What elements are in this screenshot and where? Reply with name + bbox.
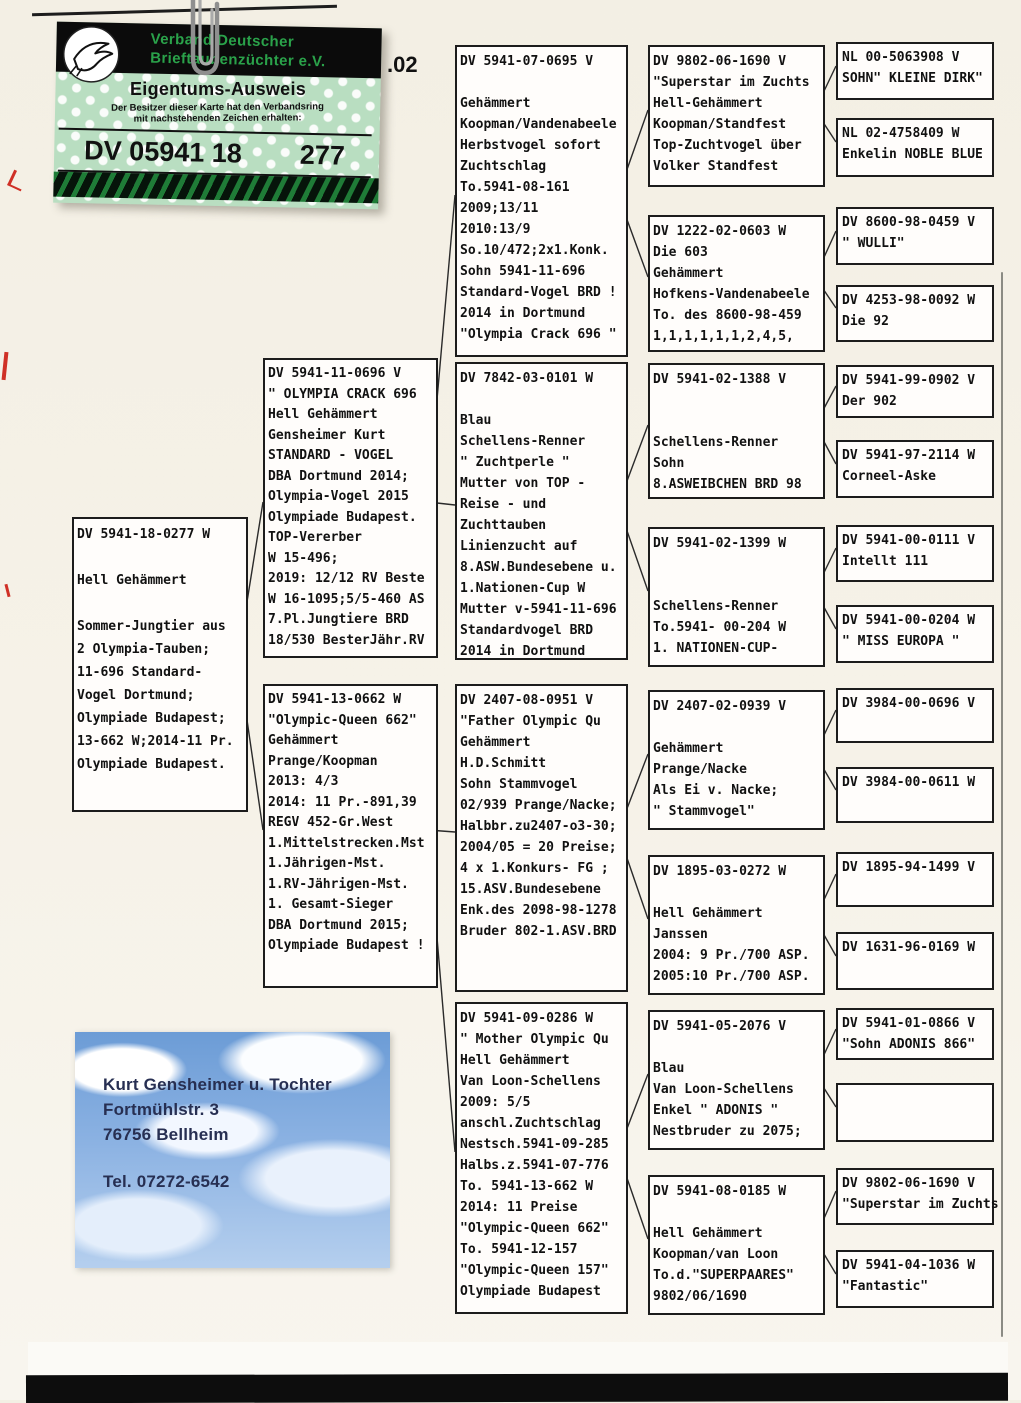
pedigree-text-line: Mutter v-5941-11-696	[460, 602, 617, 617]
pedigree-text-line: Corneel-Aske	[842, 469, 936, 484]
pedigree-text-line: Prange/Koopman	[268, 753, 378, 769]
owner-phone: Tel. 07272-6542	[103, 1172, 230, 1191]
pedigree-box-great-grandparent-2	[648, 215, 825, 352]
pedigree-text-line: Als Ei v. Nacke;	[653, 783, 779, 798]
ring-id: DV 3984-00-0696 V	[842, 696, 976, 711]
pedigree-text-line	[653, 1202, 820, 1223]
pedigree-text-line: To.d."SUPERPAARES"	[653, 1268, 794, 1283]
pedigree-box-gen4-1	[836, 42, 994, 100]
pedigree-text-line: "Olympic-Queen 157"	[460, 1263, 609, 1278]
pedigree-text-line: 1.Mittelstrecken.Mst	[268, 835, 425, 851]
pedigree-box-gen4-16	[836, 1250, 994, 1308]
pedigree-text-line: Prange/Nacke	[653, 762, 747, 777]
pedigree-text-line: Herbstvogel sofort	[460, 138, 601, 153]
pedigree-text-line: To.5941-08-161	[460, 180, 570, 195]
pedigree-text-line: To.5941- 00-204 W	[653, 620, 787, 635]
pedigree-text-line: Nestbruder zu 2075;	[653, 1124, 802, 1139]
ring-id: DV 5941-00-0111 V	[842, 533, 976, 548]
pedigree-text-line: 15.ASV.Bundesebene	[460, 882, 601, 897]
pedigree-text-line: 2009;13/11	[460, 201, 539, 216]
pedigree-box-gen4-3	[836, 207, 994, 265]
pedigree-text-line: 2004: 9 Pr./700 ASP.	[653, 948, 810, 963]
pedigree-text-line: 8.ASW.Bundesebene u.	[460, 560, 617, 575]
pedigree-text-line: 1,1,1,1,1,1,2,4,5,	[653, 329, 794, 344]
pedigree-text-line: 7.Pl.Jungtiere BRD	[268, 612, 409, 627]
pedigree-text-line: TOP-Vererber	[268, 530, 362, 545]
pedigree-text-line	[653, 717, 820, 738]
pedigree-text-line	[653, 882, 820, 903]
ring-id: DV 5941-99-0902 V	[842, 373, 976, 388]
pedigree-text-line: DBA Dortmund 2014;	[268, 468, 409, 484]
pedigree-box-great-grandparent-7	[648, 1010, 825, 1150]
ring-id: DV 5941-05-2076 V	[653, 1019, 787, 1034]
pedigree-text-line: Olympiade Budapest	[460, 1284, 601, 1299]
pedigree-text-line: 2019: 12/12 RV Beste	[268, 571, 425, 586]
pedigree-text-line: 18/530 BesterJähr.RV	[268, 632, 425, 648]
ring-id: DV 5941-97-2114 W	[842, 448, 976, 463]
pedigree-text-line: Standardvogel BRD	[460, 623, 594, 638]
pedigree-text-line: Olympiade Budapest;	[77, 711, 226, 726]
ring-id: DV 5941-13-0662 W	[268, 692, 402, 707]
ring-id: NL 00-5063908 V	[842, 50, 960, 65]
pedigree-text-line: 2014 in Dortmund	[460, 644, 586, 659]
ring-id: DV 9802-06-1690 V	[653, 54, 787, 69]
ring-id: DV 2407-08-0951 V	[460, 693, 594, 708]
pedigree-text-line: " Mother Olympic Qu	[460, 1032, 609, 1047]
pedigree-text-line: Janssen	[653, 927, 708, 942]
pedigree-text-line: Sohn Stammvogel	[460, 777, 578, 792]
pedigree-text-line: Zuchtschlag	[460, 159, 547, 174]
pedigree-box-grandfather-paternal	[455, 45, 628, 357]
pedigree-text-line: Sommer-Jungtier aus	[77, 619, 226, 634]
pedigree-text-line: 2 Olympia-Tauben;	[77, 642, 211, 657]
pedigree-text-line: Van Loon-Schellens	[460, 1074, 601, 1089]
pedigree-text-line: Schellens-Renner	[653, 599, 779, 614]
ring-id: DV 3984-00-0611 W	[842, 775, 976, 790]
pedigree-box-mother	[263, 684, 438, 988]
ring-number-suffix: 277	[299, 139, 346, 171]
pedigree-text-line: SOHN" KLEINE DIRK"	[842, 71, 983, 86]
pedigree-text-line: Intellt 111	[842, 554, 929, 569]
pedigree-text-line: Sohn 5941-11-696	[460, 264, 586, 279]
pedigree-text-line: " WULLI"	[842, 236, 905, 251]
association-name-line2: Brieftaubenzüchter e.V.	[150, 49, 326, 71]
page-number: .02	[387, 52, 418, 77]
pedigree-text-line: Hell Gehämmert	[460, 1053, 570, 1068]
pedigree-box-gen4-2	[836, 118, 994, 177]
card-title: Eigentums-Ausweis	[129, 79, 307, 100]
pedigree-text-line: " OLYMPIA CRACK 696	[268, 386, 417, 402]
pedigree-text-line: Standard-Vogel BRD !	[460, 285, 617, 300]
pedigree-box-great-grandparent-5	[648, 690, 825, 830]
ring-id: DV 5941-00-0204 W	[842, 613, 976, 628]
pedigree-text-line: "Fantastic"	[842, 1279, 929, 1294]
pedigree-text-line: Bruder 802-1.ASV.BRD	[460, 924, 617, 939]
pedigree-text-line: Gehämmert	[460, 735, 531, 750]
pedigree-text-line: 2004/05 = 20 Preise;	[460, 840, 617, 855]
association-name	[150, 30, 326, 72]
pedigree-text-line: Mutter von TOP -	[460, 476, 586, 491]
pedigree-text-line: Die 603	[653, 245, 708, 260]
pedigree-text-line: So.10/472;2x1.Konk.	[460, 243, 609, 258]
pedigree-text-line: Linienzucht auf	[460, 539, 578, 554]
association-name-line1: Verband Deutscher	[150, 30, 295, 51]
ring-id	[842, 1088, 988, 1109]
pedigree-text-line: To. 5941-12-157	[460, 1242, 578, 1257]
pedigree-text-line: 02/939 Prange/Nacke;	[460, 798, 617, 813]
ring-number: DV 05941 18	[83, 134, 243, 169]
ring-id: DV 9802-06-1690 V	[842, 1176, 976, 1191]
pedigree-box-gen4-4	[836, 285, 994, 342]
pedigree-text-line: Enkelin NOBLE BLUE	[842, 147, 983, 162]
pedigree-text-line: "Sohn ADONIS 866"	[842, 1037, 976, 1052]
pedigree-text-line: Hell Gehämmert	[268, 407, 378, 422]
pedigree-box-gen4-14	[836, 1083, 994, 1142]
pedigree-box-gen4-6	[836, 440, 994, 498]
pedigree-box-father	[263, 358, 438, 658]
pedigree-box-gen4-11	[836, 852, 994, 907]
pedigree-text-line	[653, 390, 820, 411]
pedigree-text-line: To. 5941-13-662 W	[460, 1179, 594, 1194]
pedigree-text-line: 1. NATIONEN-CUP-	[653, 641, 779, 656]
pedigree-text-line: 2005:10 Pr./700 ASP.	[653, 969, 810, 984]
ring-id: NL 02-4758409 W	[842, 126, 960, 141]
pedigree-text-line: Blau	[460, 413, 492, 428]
pedigree-text-line: Olympiade Budapest.	[268, 509, 417, 525]
pedigree-text-line: "Olympia Crack 696 "	[460, 327, 617, 342]
pedigree-text-line: To. des 8600-98-459	[653, 308, 802, 323]
pedigree-text-line: Schellens-Renner	[460, 434, 586, 449]
pedigree-text-line: Gehämmert	[268, 733, 339, 748]
pedigree-text-line: Hofkens-Vandenabeele	[653, 287, 810, 302]
pedigree-text-line	[653, 554, 820, 575]
pedigree-text-line: "Father Olympic Qu	[460, 714, 601, 729]
pedigree-text-line: 2010:13/9	[460, 222, 531, 237]
pedigree-text-line: Sohn	[653, 456, 685, 471]
pedigree-text-line: Hell Gehämmert	[653, 906, 763, 921]
ring-id: DV 1895-03-0272 W	[653, 864, 787, 879]
ring-id: DV 5941-04-1036 W	[842, 1258, 976, 1273]
pedigree-box-gen4-9	[836, 688, 994, 743]
ring-id: DV 4253-98-0092 W	[842, 293, 976, 308]
pedigree-text-line: 2009: 5/5	[460, 1095, 531, 1110]
pedigree-box-gen4-12	[836, 932, 994, 990]
pedigree-text-line	[653, 575, 820, 596]
pedigree-text-line	[653, 1037, 820, 1058]
pedigree-text-line: Olympiade Budapest !	[268, 938, 425, 953]
pedigree-box-great-grandparent-3	[648, 363, 825, 499]
pedigree-text-line: Blau	[653, 1061, 685, 1076]
pedigree-text-line: "Olympic-Queen 662"	[460, 1221, 609, 1236]
pedigree-text-line: Hell Gehämmert	[77, 573, 187, 588]
pedigree-text-line: H.D.Schmitt	[460, 756, 547, 771]
ring-id: DV 5941-18-0277 W	[77, 527, 211, 542]
ring-id: DV 5941-08-0185 W	[653, 1184, 787, 1199]
owner-city: 76756 Bellheim	[103, 1125, 229, 1144]
card-subtitle-line1: Der Besitzer dieser Karte hat den Verbandsring	[111, 101, 324, 114]
pedigree-box-gen4-10	[836, 767, 994, 823]
ring-id: DV 1895-94-1499 V	[842, 860, 976, 875]
ring-id: DV 5941-01-0866 V	[842, 1016, 976, 1031]
pedigree-text-line: 2013: 4/3	[268, 774, 339, 789]
pedigree-text-line: 1. Gesamt-Sieger	[268, 897, 394, 912]
pedigree-text-line: Koopman/Standfest	[653, 117, 787, 132]
pedigree-box-great-grandparent-6	[648, 855, 825, 995]
pedigree-box-gen4-8	[836, 605, 994, 663]
ring-id: DV 8600-98-0459 V	[842, 215, 976, 230]
pedigree-text-line: Enkel " ADONIS "	[653, 1103, 779, 1118]
pedigree-text-line: W 16-1095;5/5-460 AS	[268, 591, 425, 607]
pedigree-text-line: anschl.Zuchtschlag	[460, 1116, 601, 1131]
pedigree-text-line: W 15-496;	[268, 550, 339, 566]
card-subtitle-line2: mit nachstehenden Zeichen erhalten:	[133, 112, 302, 125]
pedigree-text-line: 1.RV-Jährigen-Mst.	[268, 876, 409, 892]
ring-id: DV 2407-02-0939 V	[653, 699, 787, 714]
pedigree-text-line: 11-696 Standard-	[77, 665, 203, 680]
pedigree-text-line: Gensheimer Kurt	[268, 427, 386, 443]
pedigree-text-line: "Olympic-Queen 662"	[268, 712, 417, 728]
pedigree-text-line: 9802/06/1690	[653, 1289, 747, 1304]
paperclip-icon	[184, 0, 228, 82]
pedigree-text-line: 13-662 W;2014-11 Pr.	[77, 734, 234, 749]
pedigree-text-line: 2014: 11 Preise	[460, 1200, 578, 1215]
pedigree-text-line: Enk.des 2098-98-1278	[460, 903, 617, 918]
ring-id: DV 5941-11-0696 V	[268, 366, 402, 381]
pedigree-text-line: Halbs.z.5941-07-776	[460, 1158, 609, 1173]
pedigree-text-line: STANDARD - VOGEL	[268, 448, 394, 463]
pedigree-box-gen4-13	[836, 1008, 994, 1060]
pedigree-text-line	[460, 389, 623, 410]
pedigree-text-line: Hell-Gehämmert	[653, 96, 763, 111]
pedigree-text-line: Schellens-Renner	[653, 435, 779, 450]
pedigree-box-great-grandparent-4	[648, 527, 825, 667]
pedigree-text-line: 4 x 1.Konkurs- FG ;	[460, 861, 609, 876]
pedigree-text-line: Van Loon-Schellens	[653, 1082, 794, 1097]
pedigree-text-line: Gehämmert	[653, 266, 724, 281]
pedigree-text-line: DBA Dortmund 2015;	[268, 917, 409, 933]
pedigree-text-line: Volker Standfest	[653, 159, 779, 174]
ring-id: DV 5941-02-1388 V	[653, 372, 787, 387]
pedigree-box-grandmother-paternal	[455, 362, 628, 660]
ring-id: DV 1631-96-0169 W	[842, 940, 976, 955]
ring-id: DV 1222-02-0603 W	[653, 224, 787, 239]
pedigree-text-line: Olympiade Budapest.	[77, 757, 226, 772]
pedigree-text-line: Olympia-Vogel 2015	[268, 489, 409, 504]
pedigree-box-gen4-7	[836, 525, 994, 582]
pedigree-text-line	[460, 72, 623, 93]
pedigree-text-line: Gehämmert	[460, 96, 531, 111]
pedigree-box-subject	[72, 517, 248, 812]
pedigree-text-line: 8.ASWEIBCHEN BRD 98	[653, 477, 802, 492]
pedigree-text-line: Gehämmert	[653, 741, 724, 756]
pedigree-text-line: 2014 in Dortmund	[460, 306, 586, 321]
pedigree-text-line: Reise - und	[460, 497, 547, 512]
pedigree-text-line: 1.Jährigen-Mst.	[268, 856, 386, 871]
pedigree-text-line: Nestsch.5941-09-285	[460, 1137, 609, 1152]
pedigree-text-line: Vogel Dortmund;	[77, 688, 195, 703]
pedigree-box-gen4-15	[836, 1168, 999, 1225]
pedigree-box-gen4-5	[836, 365, 994, 418]
ring-id: DV 7842-03-0101 W	[460, 371, 594, 386]
ring-id: DV 5941-02-1399 W	[653, 536, 787, 551]
pedigree-text-line: "Superstar im Zuchts	[653, 75, 810, 90]
ring-id: DV 5941-09-0286 W	[460, 1011, 594, 1026]
clouds-photo	[75, 1032, 390, 1268]
pedigree-text-line: Koopman/van Loon	[653, 1247, 779, 1262]
pedigree-text-line: " Stammvogel"	[653, 804, 755, 819]
ring-number-row	[58, 128, 372, 179]
pedigree-text-line: 2014: 11 Pr.-891,39	[268, 794, 417, 810]
pedigree-text-line: " Zuchtperle "	[460, 455, 570, 470]
pedigree-text-line	[77, 592, 243, 615]
pedigree-text-line: Der 902	[842, 394, 897, 409]
pedigree-text-line: " MISS EUROPA "	[842, 634, 960, 649]
owner-street: Fortmühlstr. 3	[103, 1100, 220, 1119]
pedigree-text-line: REGV 452-Gr.West	[268, 815, 394, 830]
pedigree-text-line	[77, 546, 243, 569]
pedigree-text-line: "Superstar im Zuchts	[842, 1197, 999, 1212]
owner-address-block	[103, 1072, 332, 1194]
owner-name: Kurt Gensheimer u. Tochter	[103, 1075, 332, 1094]
pedigree-box-grandfather-maternal	[455, 684, 628, 992]
pedigree-text-line: Zuchttauben	[460, 518, 547, 533]
pedigree-text-line: Die 92	[842, 314, 889, 329]
pedigree-text-line: Koopman/Vandenabeele	[460, 117, 617, 132]
dove-icon	[62, 25, 121, 84]
pedigree-box-great-grandparent-1	[648, 45, 825, 187]
pedigree-text-line: Halbbr.zu2407-o3-30;	[460, 819, 617, 834]
pedigree-text-line	[653, 411, 820, 432]
pedigree-box-grandmother-maternal	[455, 1002, 628, 1314]
ring-id: DV 5941-07-0695 V	[460, 54, 594, 69]
card-subtitle	[55, 101, 380, 125]
pedigree-box-great-grandparent-8	[648, 1175, 825, 1315]
pedigree-text-line: Hell Gehämmert	[653, 1226, 763, 1241]
pedigree-text-line: 1.Nationen-Cup W	[460, 581, 586, 596]
pedigree-text-line: Top-Zuchtvogel über	[653, 138, 802, 153]
